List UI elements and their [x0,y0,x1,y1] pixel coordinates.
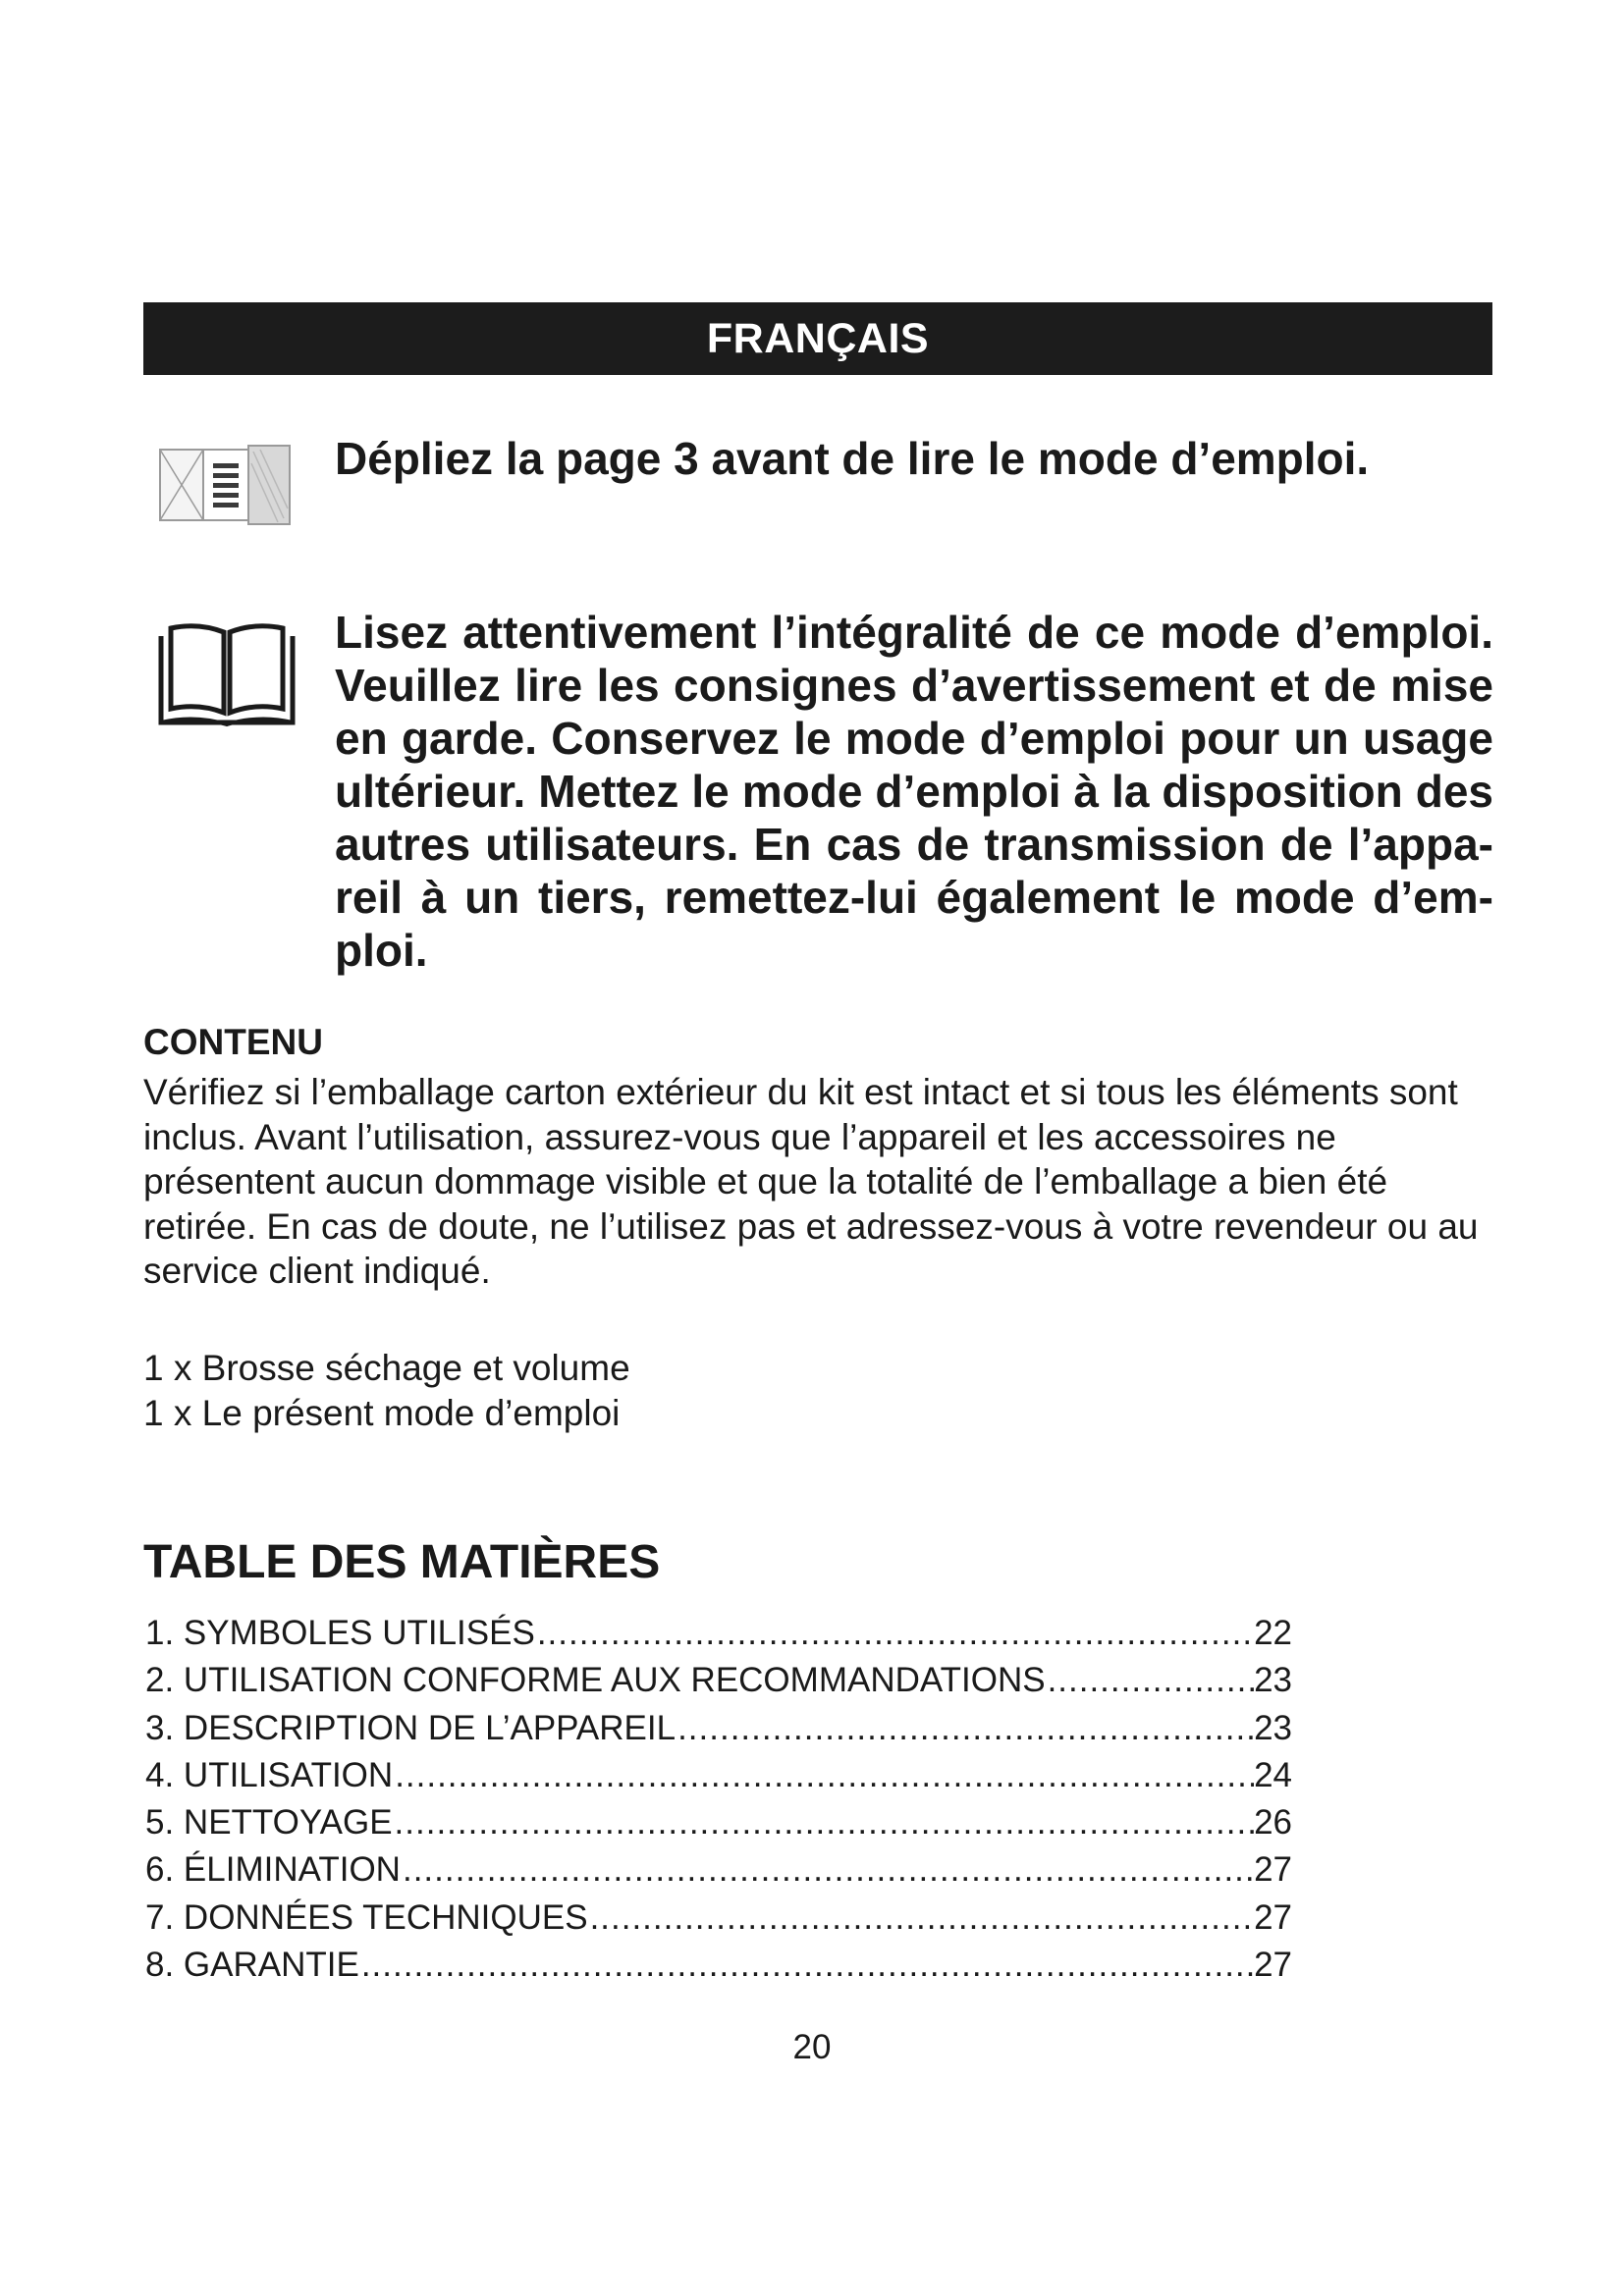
toc-entry-label: 4. UTILISATION [145,1755,394,1794]
toc-leader-dots [676,1705,1254,1752]
toc-entry [145,1610,1292,1657]
toc-entry [145,1942,1292,1989]
toc-entry [145,1705,1292,1752]
toc-leader-dots [359,1942,1254,1989]
toc-entry-page: 22 [1254,1614,1292,1652]
toc-entry-page: 27 [1254,1897,1292,1937]
toc-entry-page: 23 [1254,1708,1292,1747]
list-item: 1 x Le présent mode d’emploi [143,1392,621,1433]
toc-entry-page: 26 [1254,1803,1292,1842]
toc-entry-label: 2. UTILISATION CONFORME AUX RECOMMANDATIONS [145,1661,1046,1700]
toc-leader-dots [401,1846,1254,1894]
toc-heading: TABLE DES MATIÈRES [143,1536,661,1588]
contents-paragraph: Vérifiez si l’emballage carton extérieur du kit est intact et si tous les éléments sont inclus. Avant l’utilisation, assurez-vous que l’appareil et les accessoires ne présentent aucun dommage visible et que la totalité de l’emballage a bien été retirée. En cas de doute, ne l’utilisez pas et adressez-vous à votre revendeur ou au service client indiqué. [143,1072,1479,1291]
toc-entry-page: 24 [1254,1755,1292,1794]
toc-entry-page: 27 [1254,1946,1292,1985]
toc-leader-dots [393,1752,1254,1799]
fold-out-page-icon [158,444,294,528]
toc-entry [145,1895,1292,1942]
package-contents-list [143,1346,1125,1435]
fold-out-notice: Dépliez la page 3 avant de lire le mode d’emploi. [335,433,1370,484]
toc-leader-dots [588,1895,1255,1942]
toc-entry [145,1657,1292,1704]
language-header [143,302,1492,375]
toc-entry-label: 5. NETTOYAGE [145,1803,393,1842]
toc-entry [145,1752,1292,1799]
read-instructions-notice: Lisez attentivement l’intégralité de ce mode d’emploi. Veuillez lire les consignes d’avertissement et de mise en garde. Conservez le mode d’emploi pour un usage ultérieur. Mettez le mode d’emploi à la disposition des autres utilisateurs. En cas de transmission de l’appareil à un tiers, remettez-lui également le mode d’emploi. [335,607,1493,976]
toc-entry-label: 7. DONNÉES TECHNIQUES [145,1897,588,1937]
toc-entry-label: 6. ÉLIMINATION [145,1850,401,1890]
toc-entry [145,1846,1292,1894]
toc-entry-page: 23 [1254,1661,1292,1700]
open-book-icon [155,622,298,732]
toc-entry-label: 1. SYMBOLES UTILISÉS [145,1614,535,1652]
table-of-contents [145,1610,1292,1989]
toc-entry [145,1799,1292,1846]
list-item: 1 x Brosse séchage et volume [143,1348,630,1388]
page-number: 20 [792,2028,832,2066]
toc-entry-page: 27 [1254,1850,1292,1890]
toc-leader-dots [1046,1657,1255,1704]
toc-leader-dots [535,1610,1254,1657]
toc-entry-label: 3. DESCRIPTION DE L’APPAREIL [145,1708,677,1747]
toc-entry-label: 8. GARANTIE [145,1946,359,1985]
toc-leader-dots [393,1799,1255,1846]
contents-heading: CONTENU [143,1022,323,1062]
language-label: FRANÇAIS [706,314,930,362]
